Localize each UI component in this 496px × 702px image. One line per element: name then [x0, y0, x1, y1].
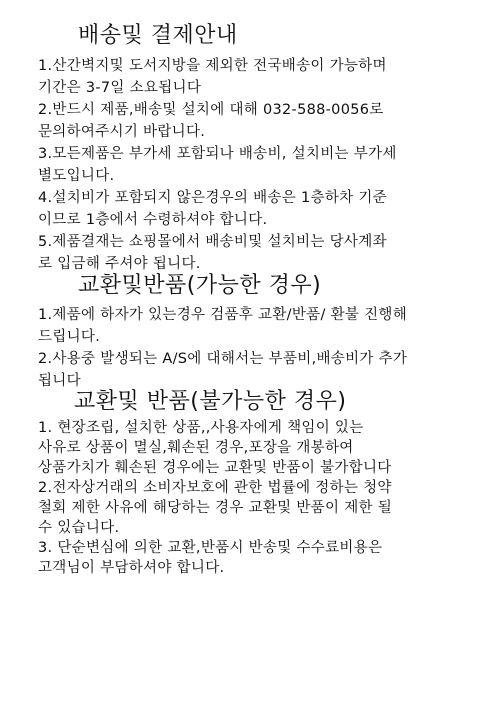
text-line: 3. 단순변심에 의한 교환,반품시 반송및 수수료비용은: [38, 540, 383, 556]
text-line: 별도입니다.: [38, 168, 115, 184]
text-line: 사유로 상품이 멸실,훼손된 경우,포장을 개봉하여: [38, 440, 354, 456]
text-line: 기간은 3-7일 소요됩니다: [38, 80, 202, 96]
text-line: 수 있습니다.: [38, 520, 120, 536]
text-line: 문의하여주시기 바랍니다.: [38, 124, 206, 140]
text-line: 2.전자상거래의 소비자보호에 관한 법률에 정하는 청약: [38, 480, 392, 496]
text-line: 로 입금해 주셔야 됩니다.: [38, 256, 201, 272]
shipping-payment-title: 배송및 결제안내: [78, 23, 238, 48]
text-line: 5.제품결재는 쇼핑몰에서 배송비및 설치비는 당사계좌: [38, 234, 387, 250]
text-line: 2.반드시 제품,배송및 설치에 대해 032-588-0056로: [38, 102, 384, 118]
text-line: 상품가치가 훼손된 경우에는 교환및 반품이 불가합니다: [38, 460, 392, 476]
text-line: 드립니다.: [38, 329, 101, 345]
text-line: 1.산간벽지및 도서지방을 제외한 전국배송이 가능하며: [38, 58, 387, 74]
text-line: 고객님이 부담하셔야 합니다.: [38, 560, 225, 576]
text-line: 1. 현장조립, 설치한 상품,,사용자에게 책임이 있는: [38, 420, 364, 436]
text-line: 철회 제한 사유에 해당하는 경우 교환및 반품이 제한 될: [38, 500, 393, 516]
text-line: 4.설치비가 포함되지 않은경우의 배송은 1층하차 기준: [38, 190, 387, 206]
text-line: 됩니다: [38, 373, 81, 389]
exchange-possible-title: 교환및반품(가능한 경우): [78, 273, 322, 298]
exchange-impossible-title: 교환및 반품(불가능한 경우): [74, 389, 347, 414]
text-line: 3.모든제품은 부가세 포함되나 배송비, 설치비는 부가세: [38, 146, 397, 162]
text-line: 1.제품에 하자가 있는경우 검품후 교환/반품/ 환불 진행해: [38, 307, 408, 323]
text-line: 2.사용중 발생되는 A/S에 대해서는 부품비,배송비가 추가: [38, 351, 408, 367]
text-line: 이므로 1층에서 수령하셔야 합니다.: [38, 212, 268, 228]
